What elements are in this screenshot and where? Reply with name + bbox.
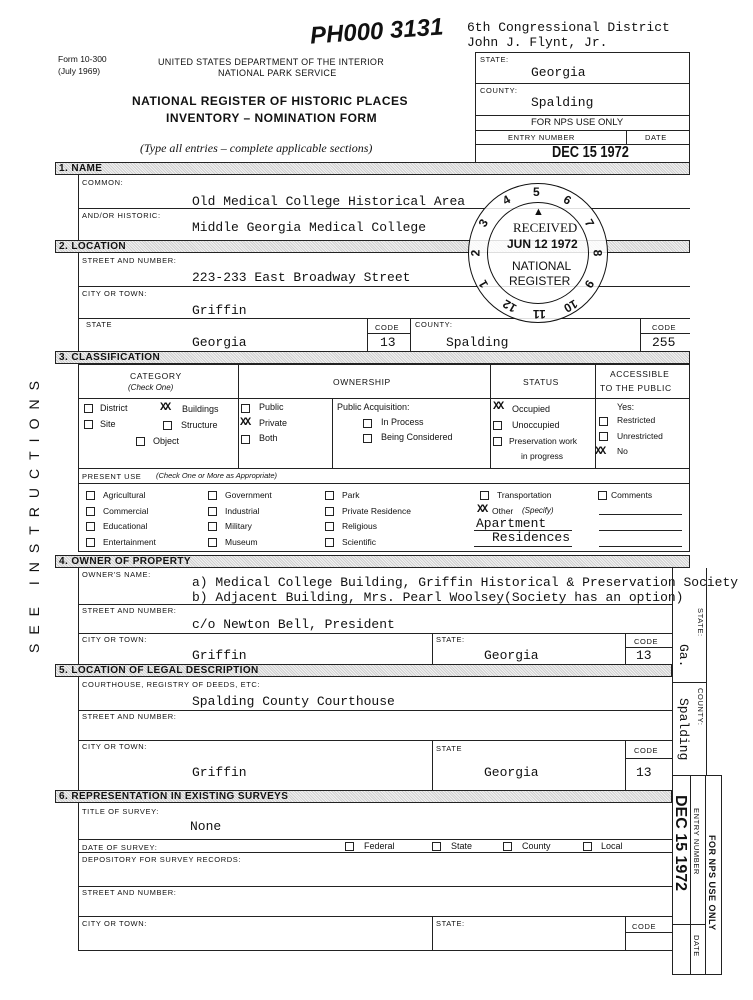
present-use-checkbox[interactable] (86, 491, 95, 500)
side-date-label: DATE (692, 935, 701, 957)
owner-code-value: 13 (636, 648, 652, 663)
preservation-checkbox[interactable] (493, 437, 502, 446)
present-use-checkbox[interactable] (86, 538, 95, 547)
nps-state: Georgia (531, 65, 586, 80)
object-label: Object (153, 436, 180, 446)
stamp-number: 12 (499, 296, 519, 316)
county-value: Spalding (446, 335, 509, 350)
present-use-label: Government (225, 490, 272, 500)
street-label: STREET AND NUMBER: (82, 256, 177, 265)
present-use-label: Private Residence (342, 506, 411, 516)
federal-label: Federal (364, 841, 395, 851)
local-checkbox[interactable] (583, 842, 592, 851)
section-3-header: 3. CLASSIFICATION (55, 351, 690, 364)
county-code-value: 255 (652, 335, 676, 350)
county-survey-label: County (522, 841, 551, 851)
unoccupied-checkbox[interactable] (493, 421, 502, 430)
form-title-line2: INVENTORY – NOMINATION FORM (166, 111, 378, 125)
occupied-checkbox-checked[interactable]: XX (493, 401, 503, 413)
agency-line1: UNITED STATES DEPARTMENT OF THE INTERIOR (158, 57, 385, 67)
stamp-number: 5 (533, 185, 540, 199)
in-progress-label: in progress (521, 451, 564, 461)
owner-name-label: OWNER'S NAME: (82, 570, 151, 579)
survey-city-label: CITY OR TOWN: (82, 919, 147, 928)
side-nps-label: FOR NPS USE ONLY (707, 835, 717, 931)
structure-label: Structure (181, 420, 218, 430)
in-process-label: In Process (381, 417, 424, 427)
stamp-national: NATIONAL (512, 259, 572, 273)
received-date-stamp: DEC 15 1972 (552, 144, 629, 161)
survey-date-label: DATE OF SURVEY: (82, 843, 158, 852)
stamp-number: 1 (475, 277, 492, 290)
present-use-checkbox[interactable] (86, 507, 95, 516)
present-use-checkbox[interactable] (325, 522, 334, 531)
check-one-hint: (Check One) (128, 383, 174, 392)
see-instructions-label: SEE INSTRUCTIONS (26, 372, 42, 653)
restricted-label: Restricted (617, 415, 656, 425)
common-name-value: Old Medical College Historical Area (192, 194, 466, 209)
present-use-checkbox[interactable] (325, 491, 334, 500)
being-considered-label: Being Considered (381, 432, 453, 442)
district-label: District (100, 403, 128, 413)
stamp-register: REGISTER (509, 274, 571, 288)
section-4-header: 4. OWNER OF PROPERTY (55, 555, 690, 568)
comments-label: Comments (611, 490, 653, 500)
other-label: Other (492, 506, 514, 516)
accessible-yes-label: Yes: (617, 402, 635, 412)
stamp-number: 9 (581, 277, 597, 290)
owner-code-label: CODE (634, 637, 659, 646)
no-label: No (617, 446, 628, 456)
present-use-checkbox[interactable] (208, 491, 217, 500)
entry-number-label: ENTRY NUMBER (508, 133, 575, 142)
survey-state-label: STATE: (436, 919, 465, 928)
side-entry-label: ENTRY NUMBER (692, 808, 701, 875)
present-use-checkbox[interactable] (208, 507, 217, 516)
buildings-label: Buildings (182, 404, 219, 414)
county-label: COUNTY: (415, 320, 453, 329)
district-checkbox[interactable] (84, 404, 93, 413)
side-date-stamp: DEC 15 1972 (672, 795, 689, 892)
courthouse-value: Spalding County Courthouse (192, 694, 395, 709)
present-use-label: Park (342, 490, 360, 500)
stamp-number: 11 (533, 307, 546, 321)
legal-code-value: 13 (636, 765, 652, 780)
preservation-label: Preservation work (509, 436, 578, 446)
other-use-value-2: Residences (492, 530, 571, 545)
stamp-arrow-icon: ▲ (533, 206, 544, 218)
survey-title-label: TITLE OF SURVEY: (82, 807, 159, 816)
depository-label: DEPOSITORY FOR SURVEY RECORDS: (82, 855, 242, 864)
side-state-value: Ga. (676, 644, 691, 668)
state-code-label: CODE (375, 323, 400, 332)
stamp-number: 10 (560, 296, 580, 316)
public-label: Public (259, 402, 284, 412)
section-2-header: 2. LOCATION (55, 240, 690, 253)
section-1-header: 1. NAME (55, 162, 690, 175)
owner-a-value: a) Medical College Building, Griffin Historical & Preservation Society (192, 575, 739, 590)
owner-state-label: STATE: (436, 635, 465, 644)
local-label: Local (601, 841, 623, 851)
agency-line2: NATIONAL PARK SERVICE (218, 68, 337, 78)
survey-street-label: STREET AND NUMBER: (82, 888, 177, 897)
form-date: (July 1969) (58, 66, 101, 76)
side-state-label: STATE: (696, 608, 705, 637)
nps-county-label: COUNTY: (480, 86, 518, 95)
city-label: CITY OR TOWN: (82, 289, 147, 298)
street-value: 223-233 East Broadway Street (192, 270, 411, 285)
legal-city-value: Griffin (192, 765, 247, 780)
stamp-number: 8 (590, 249, 605, 257)
handwritten-reference: PH000 3131 (309, 13, 445, 50)
owner-street-value: c/o Newton Bell, President (192, 617, 395, 632)
owner-street-label: STREET AND NUMBER: (82, 606, 177, 615)
form-number: Form 10-300 (58, 54, 107, 64)
accessible-header-1: ACCESSIBLE (610, 369, 670, 379)
being-considered-checkbox[interactable] (363, 434, 372, 443)
public-acquisition-label: Public Acquisition: (337, 402, 410, 412)
private-label: Private (259, 418, 288, 428)
stamp-date: JUN 12 1972 (507, 237, 578, 251)
nps-use-only-label: FOR NPS USE ONLY (531, 117, 624, 128)
both-label: Both (259, 433, 278, 443)
state-value: Georgia (192, 335, 247, 350)
state-survey-label: State (451, 841, 473, 851)
county-code-label: CODE (652, 323, 677, 332)
owner-city-label: CITY OR TOWN: (82, 635, 147, 644)
nps-state-label: STATE: (480, 55, 509, 64)
county-checkbox[interactable] (503, 842, 512, 851)
present-use-checkbox[interactable] (325, 538, 334, 547)
historic-name-value: Middle Georgia Medical College (192, 220, 427, 235)
present-use-label: Museum (225, 537, 258, 547)
classification-table (78, 364, 690, 552)
present-use-label: Entertainment (103, 537, 156, 547)
present-use-checkbox[interactable] (208, 522, 217, 531)
section-6-header: 6. REPRESENTATION IN EXISTING SURVEYS (55, 790, 672, 803)
present-use-checkbox[interactable] (325, 507, 334, 516)
restricted-checkbox[interactable] (599, 417, 608, 426)
owner-b-value: b) Adjacent Building, Mrs. Pearl Woolsey(Society has an option) (192, 590, 684, 605)
state-checkbox[interactable] (432, 842, 441, 851)
present-use-label: Agricultural (103, 490, 146, 500)
site-label: Site (100, 419, 116, 429)
survey-title-value: None (190, 819, 222, 834)
federal-checkbox[interactable] (345, 842, 354, 851)
present-use-label: Scientific (342, 537, 377, 547)
specify-hint: (Specify) (522, 506, 554, 515)
present-use-hint: (Check One or More as Appropriate) (156, 471, 278, 480)
section-5-header: 5. LOCATION OF LEGAL DESCRIPTION (55, 664, 672, 677)
category-header: CATEGORY (130, 371, 182, 381)
status-header: STATUS (523, 377, 559, 387)
present-use-label: Industrial (225, 506, 260, 516)
buildings-checkbox-checked[interactable]: XX (160, 402, 170, 414)
transportation-label: Transportation (497, 490, 552, 500)
date-label: DATE (645, 133, 667, 142)
nps-county: Spalding (531, 95, 594, 110)
representative: John J. Flynt, Jr. (467, 35, 608, 50)
congressional-district: 6th Congressional District (467, 20, 670, 35)
stamp-received: RECEIVED (513, 220, 578, 235)
unoccupied-label: Unoccupied (512, 420, 560, 430)
side-county-label: COUNTY: (696, 688, 705, 726)
unrestricted-label: Unrestricted (617, 431, 663, 441)
present-use-checkbox[interactable] (208, 538, 217, 547)
owner-state-value: Georgia (484, 648, 539, 663)
side-county-value: Spalding (676, 698, 691, 761)
stamp-number: 4 (499, 192, 513, 208)
comments-checkbox[interactable] (598, 491, 607, 500)
legal-street-label: STREET AND NUMBER: (82, 712, 177, 721)
legal-state-value: Georgia (484, 765, 539, 780)
legal-city-label: CITY OR TOWN: (82, 742, 147, 751)
structure-checkbox[interactable] (163, 421, 172, 430)
form-title-line1: NATIONAL REGISTER OF HISTORIC PLACES (132, 94, 409, 108)
private-checkbox-checked[interactable]: XX (240, 417, 250, 429)
present-use-label: Military (225, 521, 252, 531)
stamp-number: 7 (581, 216, 597, 229)
both-checkbox[interactable] (241, 435, 250, 444)
present-use-label: Religious (342, 521, 377, 531)
no-checkbox-checked[interactable]: XX (595, 446, 605, 458)
legal-state-label: STATE (436, 744, 463, 753)
stamp-number: 2 (468, 249, 483, 257)
legal-code-label: CODE (634, 746, 659, 755)
historic-name-label: AND/OR HISTORIC: (82, 211, 161, 220)
received-stamp (468, 183, 608, 323)
ownership-header: OWNERSHIP (333, 377, 391, 387)
object-checkbox[interactable] (136, 437, 145, 446)
other-use-value-1: Apartment (476, 516, 547, 531)
in-process-checkbox[interactable] (363, 419, 372, 428)
transportation-checkbox[interactable] (480, 491, 489, 500)
present-use-checkbox[interactable] (86, 522, 95, 531)
other-checkbox-checked[interactable]: XX (477, 504, 487, 516)
city-value: Griffin (192, 303, 247, 318)
state-label: STATE (86, 320, 113, 329)
present-use-label: Commercial (103, 506, 149, 516)
state-code-value: 13 (380, 335, 396, 350)
owner-city-value: Griffin (192, 648, 247, 663)
occupied-label: Occupied (512, 404, 551, 414)
courthouse-label: COURTHOUSE, REGISTRY OF DEEDS, ETC: (82, 680, 261, 689)
site-checkbox[interactable] (84, 420, 93, 429)
common-name-label: COMMON: (82, 178, 124, 187)
accessible-header-2: TO THE PUBLIC (600, 383, 672, 393)
present-use-label: Educational (103, 521, 148, 531)
stamp-number: 3 (475, 216, 492, 229)
survey-code-label: CODE (632, 922, 657, 931)
unrestricted-checkbox[interactable] (599, 432, 608, 441)
stamp-number: 6 (560, 192, 574, 208)
form-instructions: (Type all entries – complete applicable sections) (140, 141, 373, 155)
present-use-label: PRESENT USE (82, 472, 142, 481)
public-checkbox[interactable] (241, 404, 250, 413)
